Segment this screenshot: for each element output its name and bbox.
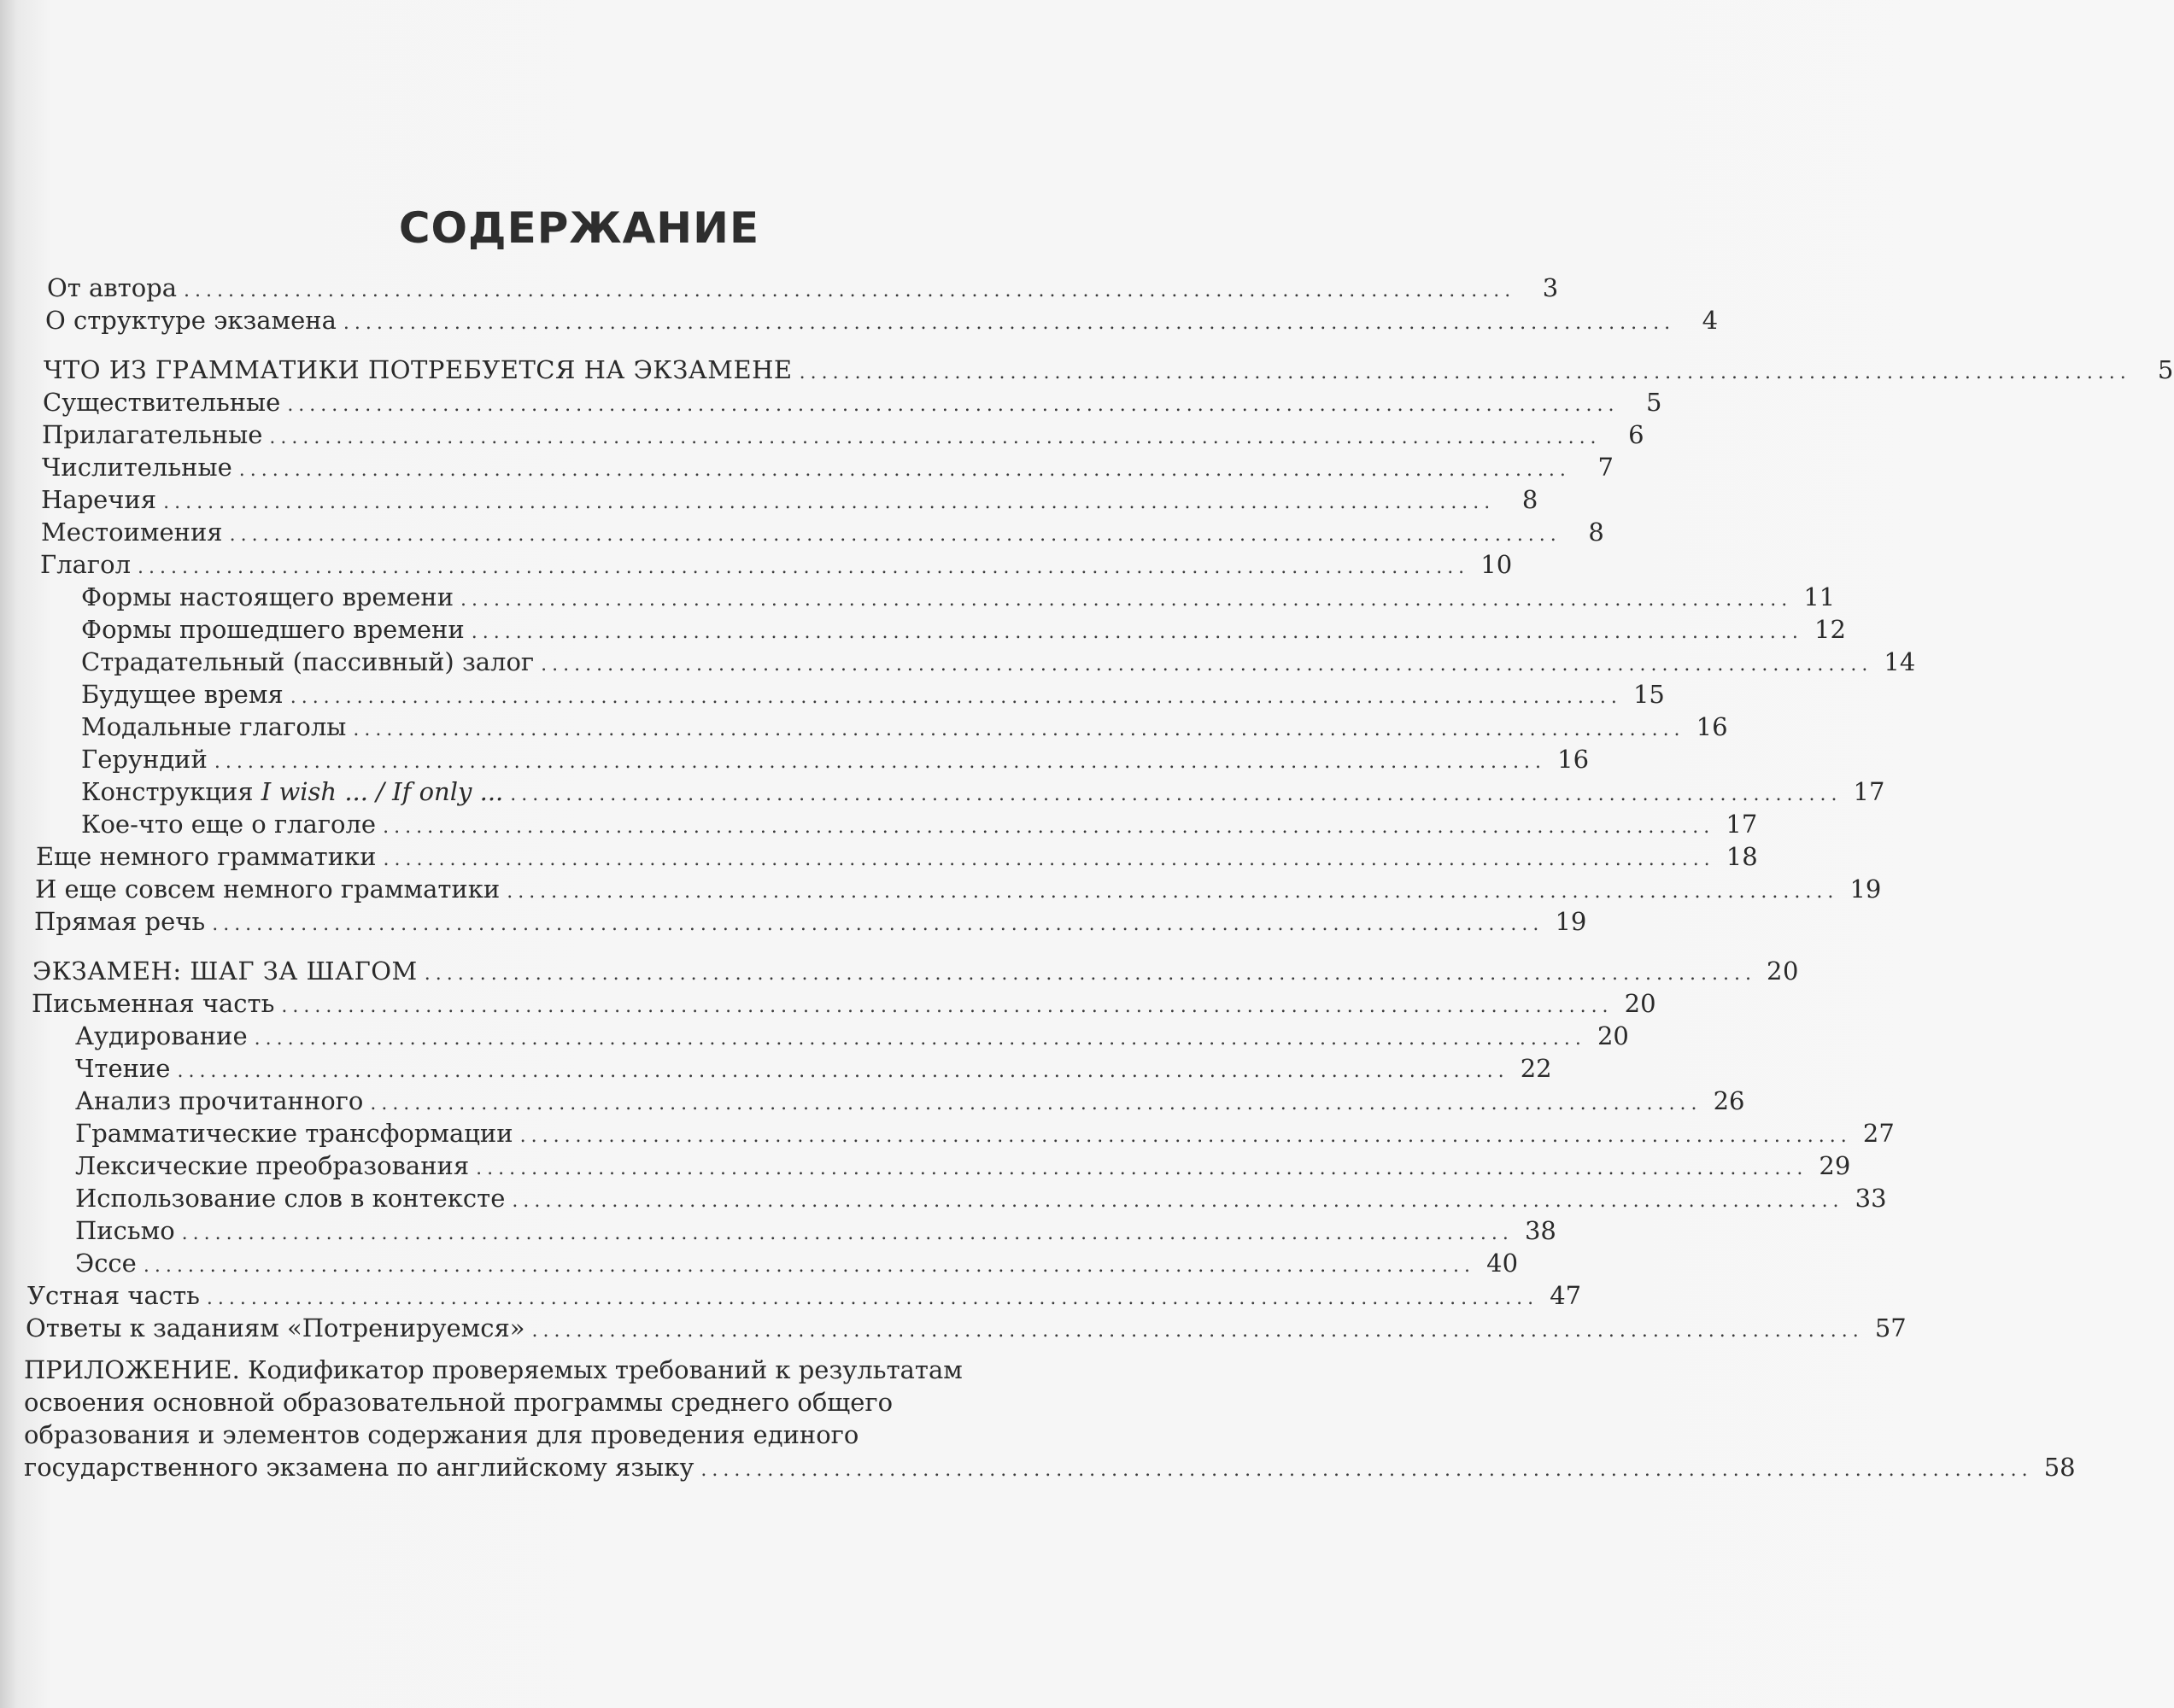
leader-dots: ........................................................................................................................ xyxy=(370,1093,1702,1114)
toc-entry-label: Формы настоящего времени xyxy=(81,582,454,611)
toc-entry[interactable] xyxy=(0,272,1559,304)
toc-entry-label: Лексические преобразования xyxy=(75,1151,470,1180)
leader-dots: ........................................................................................................................ xyxy=(471,622,1803,643)
toc-entry-page: 16 xyxy=(1696,712,1728,741)
page-title: СОДЕРЖАНИЕ xyxy=(398,203,760,253)
toc-section-heading[interactable] xyxy=(0,955,1799,987)
leader-dots: ........................................................................................................................ xyxy=(383,816,1715,838)
leader-dots: ........................................................................................................................ xyxy=(287,395,1620,416)
leader-dots: ........................................................................................................................ xyxy=(383,849,1715,870)
leader-dots: ........................................................................................................................ xyxy=(510,784,1843,805)
leader-dots: ........................................................................................................................ xyxy=(143,1255,1476,1277)
toc-entry-page: 38 xyxy=(1524,1216,1556,1245)
toc-entry-label: Прямая речь xyxy=(34,907,206,936)
toc-entry-label-italic: I wish ... / If only ... xyxy=(261,777,504,806)
toc-entry-page: 20 xyxy=(1767,956,1799,986)
toc-entry[interactable] xyxy=(0,516,1604,548)
toc-subentry[interactable] xyxy=(0,1117,1895,1149)
toc-subentry[interactable] xyxy=(0,581,1836,613)
toc-entry[interactable] xyxy=(0,987,1656,1020)
toc-entry-label: Страдательный (пассивный) залог xyxy=(81,647,535,676)
toc-entry-page: 6 xyxy=(1628,420,1644,449)
leader-dots: ........................................................................................................................ xyxy=(214,752,1547,773)
leader-dots: ........................................................................................................................ xyxy=(281,996,1614,1017)
leader-dots: ........................................................................................................................ xyxy=(353,719,1685,740)
toc-entry-label: Формы прошедшего времени xyxy=(81,615,465,644)
toc-entry-label: Использование слов в контексте xyxy=(75,1184,506,1213)
toc-entry-label: От автора xyxy=(47,273,178,302)
toc-entry[interactable] xyxy=(0,451,1614,483)
toc-subentry[interactable] xyxy=(0,1020,1629,1052)
leader-dots: ........................................................................................................................ xyxy=(238,459,1571,481)
toc-entry-label: ЭКЗАМЕН: ШАГ ЗА ШАГОМ xyxy=(32,956,418,986)
toc-entry-label: Существительные xyxy=(43,388,281,417)
toc-entry-page: 19 xyxy=(1849,874,1882,904)
toc-entry-label: Ответы к заданиям «Потренируемся» xyxy=(26,1313,525,1342)
toc-entry-label: Прилагательные xyxy=(42,420,263,449)
toc-entry-page: 4 xyxy=(1702,306,1719,335)
toc-entry-label: Числительные xyxy=(42,453,232,482)
toc-subentry[interactable] xyxy=(0,775,1885,808)
leader-dots: ........................................................................................................................ xyxy=(177,1061,1509,1082)
toc-entry-label: Письмо xyxy=(75,1216,175,1245)
toc-entry[interactable] xyxy=(0,304,1719,336)
toc-entry-label: Герундий xyxy=(81,745,208,774)
toc-entry-label: Эссе xyxy=(75,1249,137,1278)
toc-entry-page: 33 xyxy=(1855,1184,1887,1213)
leader-dots: ........................................................................................................................ xyxy=(531,1320,1864,1342)
leader-dots: ........................................................................................................................ xyxy=(138,557,1470,578)
toc-entry-label: Аудирование xyxy=(75,1021,248,1050)
leader-dots: ........................................................................................................................ xyxy=(541,654,1873,676)
toc-entry-label: Устная часть xyxy=(27,1281,200,1310)
toc-entry[interactable] xyxy=(0,548,1513,581)
toc-entry[interactable] xyxy=(0,840,1758,873)
toc-entry[interactable] xyxy=(0,873,1882,905)
toc-entry-page: 5 xyxy=(2157,355,2174,384)
toc-entry-label: Глагол xyxy=(40,550,131,579)
leader-dots: ........................................................................................................................ xyxy=(460,589,1793,611)
toc-entry-label: Будущее время xyxy=(81,680,284,709)
toc-entry-label-prefix: Конструкция xyxy=(81,777,261,806)
toc-entry-page: 57 xyxy=(1874,1313,1907,1342)
leader-dots: ........................................................................................................................ xyxy=(181,1223,1514,1244)
toc-entry-page: 3 xyxy=(1542,273,1559,302)
toc-entry-page: 19 xyxy=(1555,907,1587,936)
appendix-line-3: образования и элементов содержания для проведения единого xyxy=(24,1420,859,1449)
toc-entry-label xyxy=(81,775,510,808)
toc-entry-page: 26 xyxy=(1713,1086,1745,1115)
toc-entry-page: 14 xyxy=(1884,647,1916,676)
toc-entry-page: 8 xyxy=(1521,485,1538,514)
toc-entry-page: 10 xyxy=(1480,550,1513,579)
toc-subentry[interactable] xyxy=(0,1052,1552,1085)
toc-subentry[interactable] xyxy=(0,1149,1851,1182)
toc-subentry[interactable] xyxy=(0,743,1590,775)
toc-entry[interactable] xyxy=(0,386,1662,418)
appendix-line-1: ПРИЛОЖЕНИЕ. Кодификатор проверяемых требований к результатам xyxy=(24,1355,963,1384)
toc-entry-page: 58 xyxy=(2043,1453,2076,1482)
leader-dots: ........................................................................................................................ xyxy=(269,427,1602,448)
toc-entry-page: 5 xyxy=(1646,388,1662,417)
toc-section-heading[interactable] xyxy=(0,354,2174,386)
toc-entry-page: 11 xyxy=(1803,582,1836,611)
toc-entry-page: 47 xyxy=(1550,1281,1582,1310)
toc-entry-page: 12 xyxy=(1814,615,1846,644)
leader-dots: ........................................................................................................................ xyxy=(512,1190,1844,1212)
toc-entry-page: 17 xyxy=(1726,810,1758,839)
toc-subentry[interactable] xyxy=(0,613,1846,646)
toc-entry-label: Еще немного грамматики xyxy=(36,842,377,871)
toc-subentry[interactable] xyxy=(0,808,1758,840)
toc-subentry[interactable] xyxy=(0,1214,1556,1247)
toc-entry-label: О структуре экзамена xyxy=(45,306,337,335)
toc-entry-label: И еще совсем немного грамматики xyxy=(35,874,501,904)
toc-subentry[interactable] xyxy=(0,1085,1745,1117)
toc-entry-label: Грамматические трансформации xyxy=(75,1119,513,1148)
leader-dots: ........................................................................................................................ xyxy=(519,1126,1852,1147)
leader-dots: ........................................................................................................................ xyxy=(163,492,1496,513)
toc-appendix[interactable] xyxy=(24,1354,2076,1487)
leader-dots: ........................................................................................................................ xyxy=(206,1288,1539,1309)
toc-subentry[interactable] xyxy=(0,1182,1887,1214)
toc-subentry[interactable] xyxy=(0,678,1665,711)
leader-dots: ........................................................................................................................ xyxy=(254,1028,1586,1050)
toc-entry-label: Анализ прочитанного xyxy=(75,1086,364,1115)
toc-entry-page: 20 xyxy=(1597,1021,1629,1050)
toc-entry-page: 8 xyxy=(1588,518,1604,547)
appendix-line-4: государственного экзамена по английскому языку xyxy=(24,1453,694,1482)
toc-subentry[interactable] xyxy=(0,711,1728,743)
leader-dots: ........................................................................................................................ xyxy=(799,362,2131,383)
toc-entry-page: 16 xyxy=(1557,745,1590,774)
toc-entry-page: 18 xyxy=(1726,842,1758,871)
leader-dots: ........................................................................................................................ xyxy=(229,524,1562,546)
toc-entry-page: 22 xyxy=(1520,1054,1552,1083)
toc-entry[interactable] xyxy=(0,1312,1907,1344)
toc-entry-page: 40 xyxy=(1486,1249,1519,1278)
table-of-contents xyxy=(0,272,2174,1344)
leader-dots: ........................................................................................................................ xyxy=(476,1158,1808,1179)
toc-entry[interactable] xyxy=(0,483,1538,516)
leader-dots: ........................................................................................................................ xyxy=(212,914,1544,935)
leader-dots: ........................................................................................................................ xyxy=(507,881,1839,903)
toc-entry-page: 20 xyxy=(1624,989,1656,1018)
toc-entry-label: ЧТО ИЗ ГРАММАТИКИ ПОТРЕБУЕТСЯ НА ЭКЗАМЕНЕ xyxy=(44,355,793,384)
toc-entry[interactable] xyxy=(0,1279,1582,1312)
toc-entry-label: Модальные глаголы xyxy=(81,712,347,741)
appendix-line-2: освоения основной образовательной программы среднего общего xyxy=(24,1388,894,1417)
leader-dots: ........................................................................................................................ xyxy=(343,313,1676,334)
toc-entry-page: 17 xyxy=(1853,777,1885,806)
toc-entry-label: Кое-что еще о глаголе xyxy=(81,810,377,839)
leader-dots: ........................................................................................................................ xyxy=(424,963,1756,985)
leader-dots: ........................................................................................................................ xyxy=(290,687,1622,708)
toc-entry-page: 29 xyxy=(1819,1151,1851,1180)
toc-entry[interactable] xyxy=(0,905,1587,938)
toc-entry-label: Чтение xyxy=(75,1054,171,1083)
leader-dots: ........................................................................................................................ xyxy=(700,1459,2033,1481)
toc-entry-page: 7 xyxy=(1597,453,1614,482)
toc-entry-page: 27 xyxy=(1862,1119,1895,1148)
toc-entry-label: Местоимения xyxy=(41,518,223,547)
leader-dots: ........................................................................................................................ xyxy=(184,280,1516,301)
toc-subentry[interactable] xyxy=(0,646,1916,678)
toc-subentry[interactable] xyxy=(0,1247,1519,1279)
toc-entry-label: Наречия xyxy=(41,485,157,514)
toc-entry-label: Письменная часть xyxy=(32,989,275,1018)
toc-entry-page: 15 xyxy=(1632,680,1665,709)
toc-entry[interactable] xyxy=(0,418,1644,451)
